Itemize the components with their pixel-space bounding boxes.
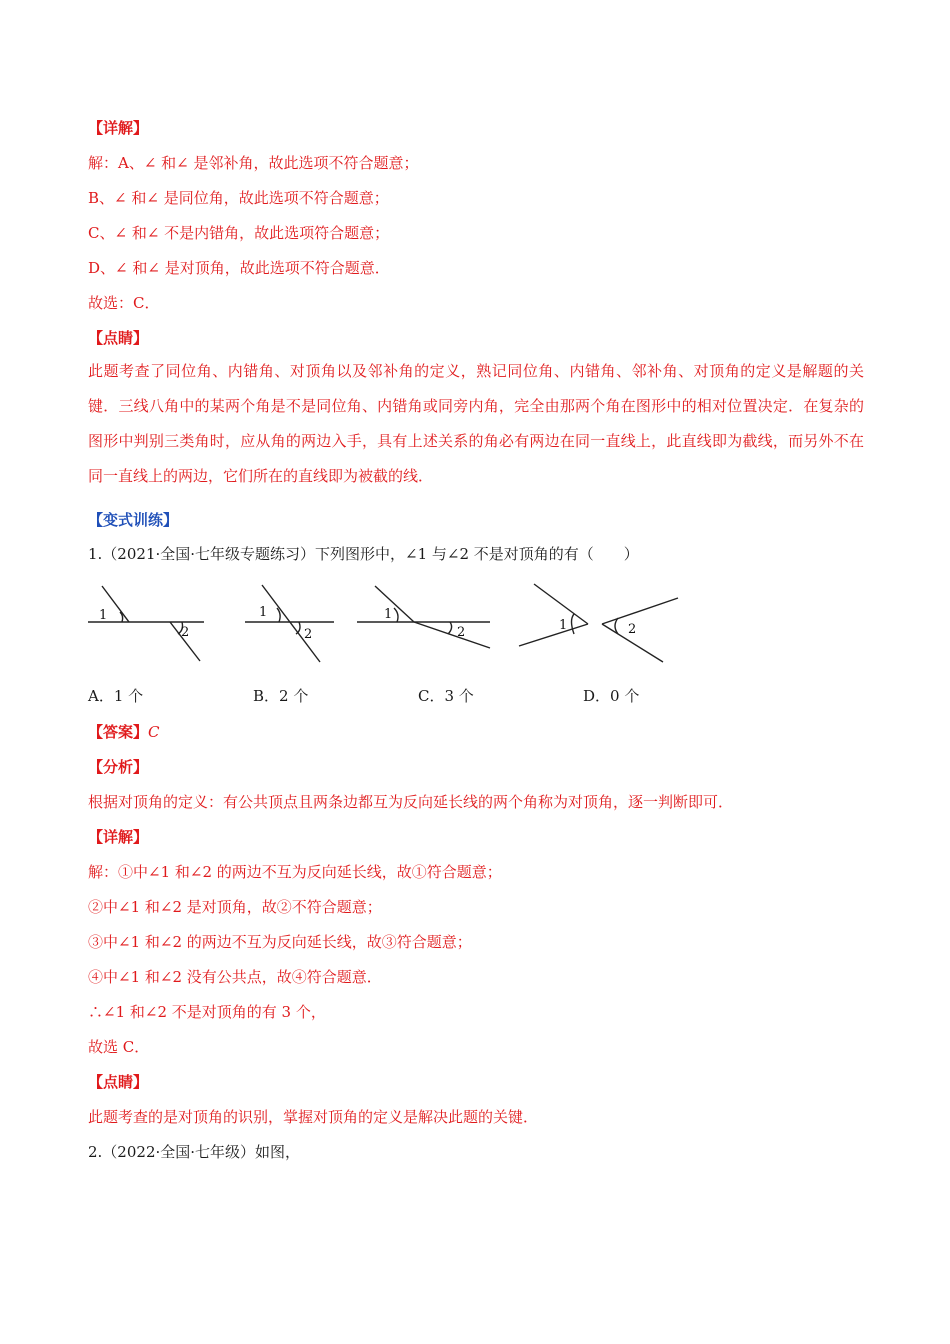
fig3-label-2: 2 <box>457 625 466 640</box>
fig4-label-2: 2 <box>628 622 637 637</box>
figure-4 <box>519 584 678 662</box>
figure-2 <box>245 585 334 662</box>
question-1-figures <box>82 578 702 668</box>
q1-note-heading: 【点睛】 <box>88 1073 149 1091</box>
note-heading: 【点睛】 <box>88 329 149 347</box>
detail-line-d: D、∠ 和∠ 是对顶角，故此选项不符合题意． <box>88 259 390 277</box>
fig3-label-1: 1 <box>384 607 393 622</box>
option-c: C．3 个 <box>418 687 474 705</box>
detail-line-a: 解：A、∠ 和∠ 是邻补角，故此选项不符合题意； <box>88 154 419 172</box>
fig1-label-2: 2 <box>181 625 190 640</box>
answer-row <box>88 722 160 742</box>
note-paragraph: 此题考查了同位角、内错角、对顶角以及邻补角的定义，熟记同位角、内错角、邻补角、对顶角的定义是解题的关键．三线八角中的某两个角是不是同位角、内错角或同旁内角，完全由那两个角在图形中的相对位置决定．在复杂的图形中判别三类角时，应从角的两边入手，具有上述关系的角必有两边在同一直线上，此直线即为截线，而另外不在同一直线上的两边，它们所在的直线即为被截的线． <box>88 362 864 485</box>
option-b: B．2 个 <box>253 687 309 705</box>
fig4-label-1: 1 <box>559 618 568 633</box>
q1-detail-1: 解：①中∠1 和∠2 的两边不互为反向延长线，故①符合题意； <box>88 863 502 881</box>
detail-line-c: C、∠ 和∠ 不是内错角，故此选项符合题意； <box>88 224 390 242</box>
analysis-text: 根据对顶角的定义：有公共顶点且两条边都互为反向延长线的两个角称为对顶角，逐一判断即可． <box>88 793 734 811</box>
option-a: A．1 个 <box>88 687 144 705</box>
fig2-label-1: 1 <box>259 605 268 620</box>
question-2-stem: 2.（2022·全国·七年级）如图， <box>88 1143 301 1161</box>
q1-detail-6: 故选 C． <box>88 1038 150 1056</box>
figure-1 <box>88 586 204 661</box>
detail-heading: 【详解】 <box>88 119 149 137</box>
q1-detail-5: ∴∠1 和∠2 不是对顶角的有 3 个， <box>88 1003 326 1021</box>
q1-detail-heading: 【详解】 <box>88 828 149 846</box>
q1-detail-3: ③中∠1 和∠2 的两边不互为反向延长线，故③符合题意； <box>88 933 472 951</box>
detail-conclusion: 故选：C． <box>88 294 160 312</box>
detail-line-b: B、∠ 和∠ 是同位角，故此选项不符合题意； <box>88 189 389 207</box>
answer-heading: 【答案】 <box>88 723 149 741</box>
fig2-label-2: 2 <box>304 627 313 642</box>
question-1-stem: 1.（2021·全国·七年级专题练习）下列图形中，∠1 与∠2 不是对顶角的有（ ） <box>88 545 639 563</box>
q1-detail-2: ②中∠1 和∠2 是对顶角，故②不符合题意； <box>88 898 382 916</box>
practice-heading: 【变式训练】 <box>88 511 179 529</box>
analysis-heading: 【分析】 <box>88 758 149 776</box>
q1-note-text: 此题考查的是对顶角的识别，掌握对顶角的定义是解决此题的关键． <box>88 1108 539 1126</box>
option-d: D．0 个 <box>583 687 640 705</box>
figure-3 <box>357 586 490 648</box>
q1-detail-4: ④中∠1 和∠2 没有公共点，故④符合题意． <box>88 968 382 986</box>
fig1-label-1: 1 <box>99 608 108 623</box>
answer-value: C <box>148 723 160 741</box>
